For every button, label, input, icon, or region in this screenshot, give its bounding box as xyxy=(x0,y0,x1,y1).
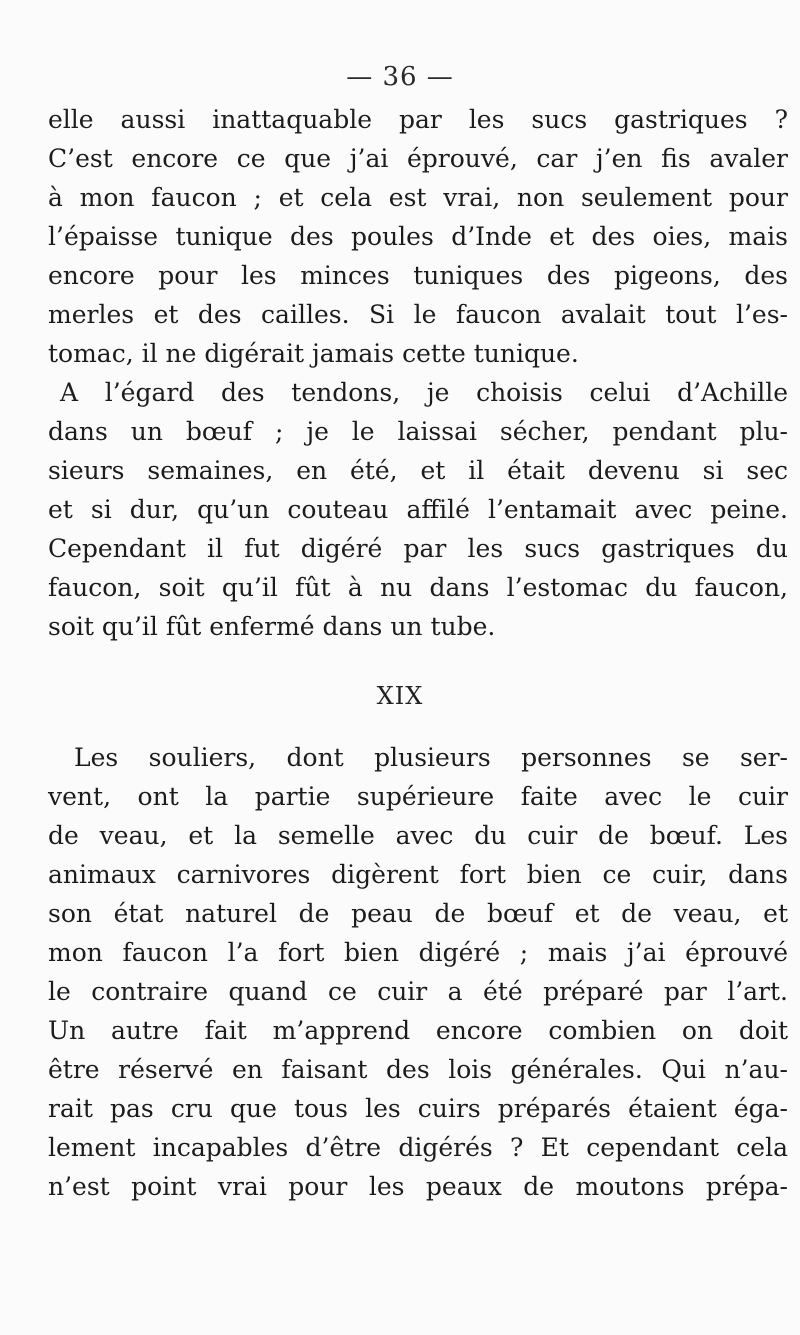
paragraph-2 xyxy=(48,373,788,646)
text-line: Un autre fait m’apprend encore combien on doit xyxy=(48,1016,788,1045)
text-line: de veau, et la semelle avec du cuir de bœuf. Les xyxy=(48,821,788,850)
paragraph-3 xyxy=(48,738,788,1206)
text-line: C’est encore ce que j’ai éprouvé, car j’en fis avaler xyxy=(48,144,788,173)
text-line: Cependant il fut digéré par les sucs gastriques du xyxy=(48,534,788,563)
text-line: merles et des cailles. Si le faucon avalait tout l’es- xyxy=(48,300,788,329)
text-line: lement incapables d’être digérés ? Et cependant cela xyxy=(48,1133,788,1162)
text-line: elle aussi inattaquable par les sucs gastriques ? xyxy=(48,105,788,134)
text-line: sieurs semaines, en été, et il était devenu si sec xyxy=(48,456,788,485)
text-line: soit qu’il fût enfermé dans un tube. xyxy=(48,612,496,641)
text-line: mon faucon l’a fort bien digéré ; mais j’ai éprouvé xyxy=(48,938,788,967)
text-line: être réservé en faisant des lois générales. Qui n’au- xyxy=(48,1055,788,1084)
text-line: animaux carnivores digèrent fort bien ce cuir, dans xyxy=(48,860,788,889)
text-line: Les souliers, dont plusieurs personnes se ser- xyxy=(74,743,788,772)
section-title: XIX xyxy=(376,682,424,710)
text-line: encore pour les minces tuniques des pigeons, des xyxy=(48,261,788,290)
page-number: — 36 — xyxy=(346,62,454,92)
text-line: vent, ont la partie supérieure faite avec le cuir xyxy=(48,782,788,811)
text-line: A l’égard des tendons, je choisis celui d’Achille xyxy=(60,378,788,407)
text-line: faucon, soit qu’il fût à nu dans l’estomac du faucon, xyxy=(48,573,788,602)
text-line: l’épaisse tunique des poules d’Inde et des oies, mais xyxy=(48,222,788,251)
text-line: le contraire quand ce cuir a été préparé par l’art. xyxy=(48,977,788,1006)
text-line: à mon faucon ; et cela est vrai, non seulement pour xyxy=(48,183,788,212)
text-line: et si dur, qu’un couteau affilé l’entamait avec peine. xyxy=(48,495,788,524)
text-line: dans un bœuf ; je le laissai sécher, pendant plu- xyxy=(48,417,788,446)
text-line: n’est point vrai pour les peaux de moutons prépa- xyxy=(48,1172,788,1201)
text-line: rait pas cru que tous les cuirs préparés étaient éga- xyxy=(48,1094,788,1123)
text-line: tomac, il ne digérait jamais cette tunique. xyxy=(48,339,579,368)
text-line: son état naturel de peau de bœuf et de veau, et xyxy=(48,899,788,928)
paragraph-1 xyxy=(48,100,788,373)
